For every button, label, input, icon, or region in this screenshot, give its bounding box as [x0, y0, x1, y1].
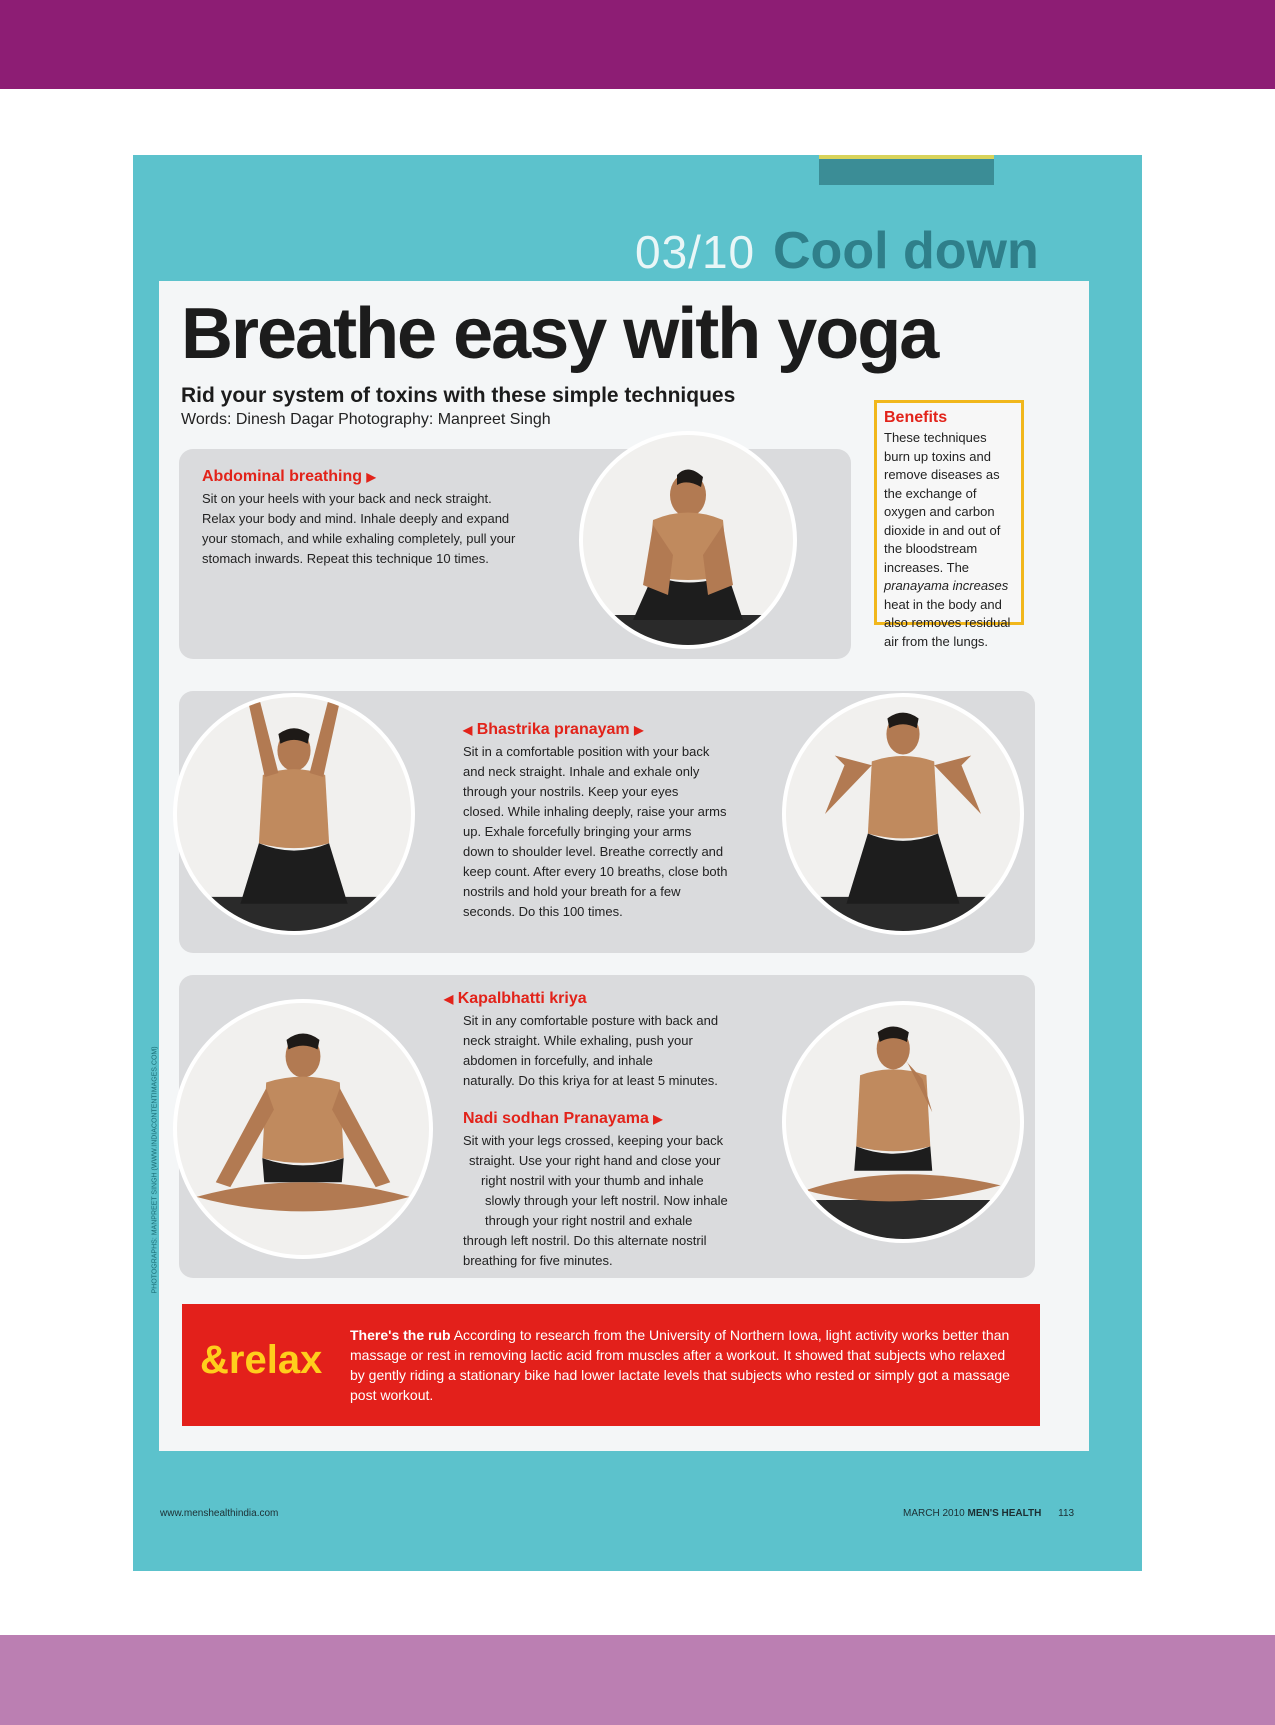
fists-figure-illustration: [786, 697, 1020, 931]
benefits-box: [874, 400, 1024, 649]
kneeling-figure-illustration: [583, 435, 793, 645]
relax-wordmark: &relax: [200, 1338, 323, 1382]
technique-title-text: Bhastrika pranayam: [476, 721, 630, 738]
body-line: Sit with your legs crossed, keeping your back: [463, 1133, 724, 1148]
header-tab-strip: [819, 155, 994, 185]
relax-callout: [182, 1304, 1040, 1426]
body-line: your stomach, and while exhaling completely, pull your: [202, 531, 516, 546]
body-line: through your right nostril and exhale: [485, 1213, 693, 1228]
arrow-left-icon: ◀: [444, 992, 454, 1006]
footer-issue: [903, 1508, 1074, 1519]
benefits-line: oxygen and carbon: [884, 504, 995, 519]
technique-title-text: Abdominal breathing: [202, 468, 362, 485]
body-line: right nostril with your thumb and inhale: [481, 1173, 704, 1188]
body-line: through left nostril. Do this alternate nostril: [463, 1233, 707, 1248]
top-frame-bar: [0, 0, 1275, 89]
body-line: slowly through your left nostril. Now inhale: [485, 1193, 728, 1208]
article-panel: [159, 281, 1089, 1451]
benefits-line: heat in the body and: [884, 596, 1002, 612]
body-line: neck straight. While exhaling, push your: [463, 1033, 693, 1048]
body-line: through your nostrils. Keep your eyes: [463, 784, 679, 799]
body-line: down to shoulder level. Breathe correctly and: [463, 844, 724, 859]
relax-lead: There's the rub: [350, 1327, 451, 1343]
benefits-line: increases. The: [884, 559, 970, 575]
body-line: breathing for five minutes.: [463, 1253, 613, 1268]
body-line: straight. Use your right hand and close your: [469, 1153, 721, 1168]
relax-body: According to research from the University of Northern Iowa, light activity works better than massage or rest in removing lactic acid from muscles after a workout. It showed that subjects who relaxed by gently riding a stationary bike had lower lactate levels that subjects who rested or simply got a massage post workout.: [350, 1327, 1010, 1403]
bhastrika-body: [463, 742, 783, 922]
abdominal-breathing-body: [202, 489, 602, 569]
article-subheadline: Rid your system of toxins with these simple techniques: [181, 384, 736, 407]
body-line: abdomen in forcefully, and inhale: [463, 1053, 653, 1068]
benefits-line: pranayama increases: [884, 578, 1009, 593]
section-number: 03/10: [635, 226, 756, 278]
body-line: stomach inwards. Repeat this technique 10 times.: [202, 551, 489, 566]
benefits-line: the bloodstream: [884, 541, 978, 556]
benefits-line: remove diseases as: [884, 467, 1000, 482]
body-line: seconds. Do this 100 times.: [463, 904, 623, 919]
arrow-right-icon: ▶: [366, 470, 376, 484]
photo-bhastrika-arms-up: [173, 693, 415, 935]
article-headline: Breathe easy with yoga: [181, 294, 938, 374]
footer-website: www.menshealthindia.com: [160, 1508, 279, 1519]
section-title: Cool down: [773, 222, 1039, 280]
arms-up-figure-illustration: [177, 697, 411, 931]
footer-page-number: 113: [1058, 1508, 1075, 1519]
arrow-left-icon: ◀: [463, 723, 473, 737]
body-line: keep count. After every 10 breaths, close both: [463, 864, 728, 879]
body-line: nostrils and hold your breath for a few: [463, 884, 681, 899]
body-line: Relax your body and mind. Inhale deeply and expand: [202, 511, 510, 526]
body-line: and neck straight. Inhale and exhale only: [463, 764, 700, 779]
benefits-line: air from the lungs.: [884, 633, 989, 649]
photo-bhastrika-shoulder: [782, 693, 1024, 935]
benefits-body: [884, 429, 1014, 651]
benefits-line: dioxide in and out of: [884, 522, 1001, 538]
article-credits: Words: Dinesh Dagar Photography: Manpreet Singh: [181, 411, 551, 428]
relax-text: [350, 1325, 1022, 1405]
photo-credit-vertical: PHOTOGRAPHS: MANPREET SINGH (WWW.INDIACONTENTIMAGES.COM): [151, 1046, 159, 1294]
header-tab-accent: [819, 155, 994, 159]
photo-kapalbhatti: [173, 999, 433, 1259]
benefits-line: also removes residual: [884, 615, 1011, 630]
footer-date: MARCH 2010: [903, 1508, 965, 1519]
body-line: up. Exhale forcefully bringing your arms: [463, 824, 692, 839]
nostril-figure-illustration: [786, 1005, 1020, 1239]
benefits-line: the exchange of: [884, 485, 977, 501]
nadi-sodhan-body: [463, 1131, 793, 1271]
arrow-right-icon: ▶: [634, 723, 644, 737]
benefits-line: burn up toxins and: [884, 448, 991, 464]
magazine-page: [133, 155, 1142, 1571]
body-line: Sit in a comfortable position with your back: [463, 744, 710, 759]
footer-brand: MEN'S HEALTH: [967, 1508, 1042, 1519]
arrow-right-icon: ▶: [653, 1112, 663, 1126]
benefits-line: These techniques: [884, 430, 987, 445]
photo-abdominal-breathing: [579, 431, 797, 649]
body-line: closed. While inhaling deeply, raise your arms: [463, 804, 727, 819]
bottom-frame-bar: [0, 1635, 1275, 1725]
bhastrika-title: [463, 721, 643, 739]
kapalbhatti-body: [463, 1011, 783, 1091]
body-line: Sit in any comfortable posture with back and: [463, 1013, 719, 1028]
kapalbhatti-title: [444, 990, 587, 1008]
nadi-sodhan-title: [463, 1110, 663, 1128]
technique-title-text: Nadi sodhan Pranayama: [463, 1110, 649, 1127]
photo-nadi-sodhan: [782, 1001, 1024, 1243]
technique-title-text: Kapalbhatti kriya: [457, 990, 587, 1007]
abdominal-breathing-title: [202, 468, 376, 486]
body-line: Sit on your heels with your back and neck straight.: [202, 491, 492, 506]
lotus-figure-illustration: [177, 1003, 429, 1255]
body-line: naturally. Do this kriya for at least 5 minutes.: [463, 1073, 718, 1088]
benefits-title: Benefits: [884, 409, 948, 426]
